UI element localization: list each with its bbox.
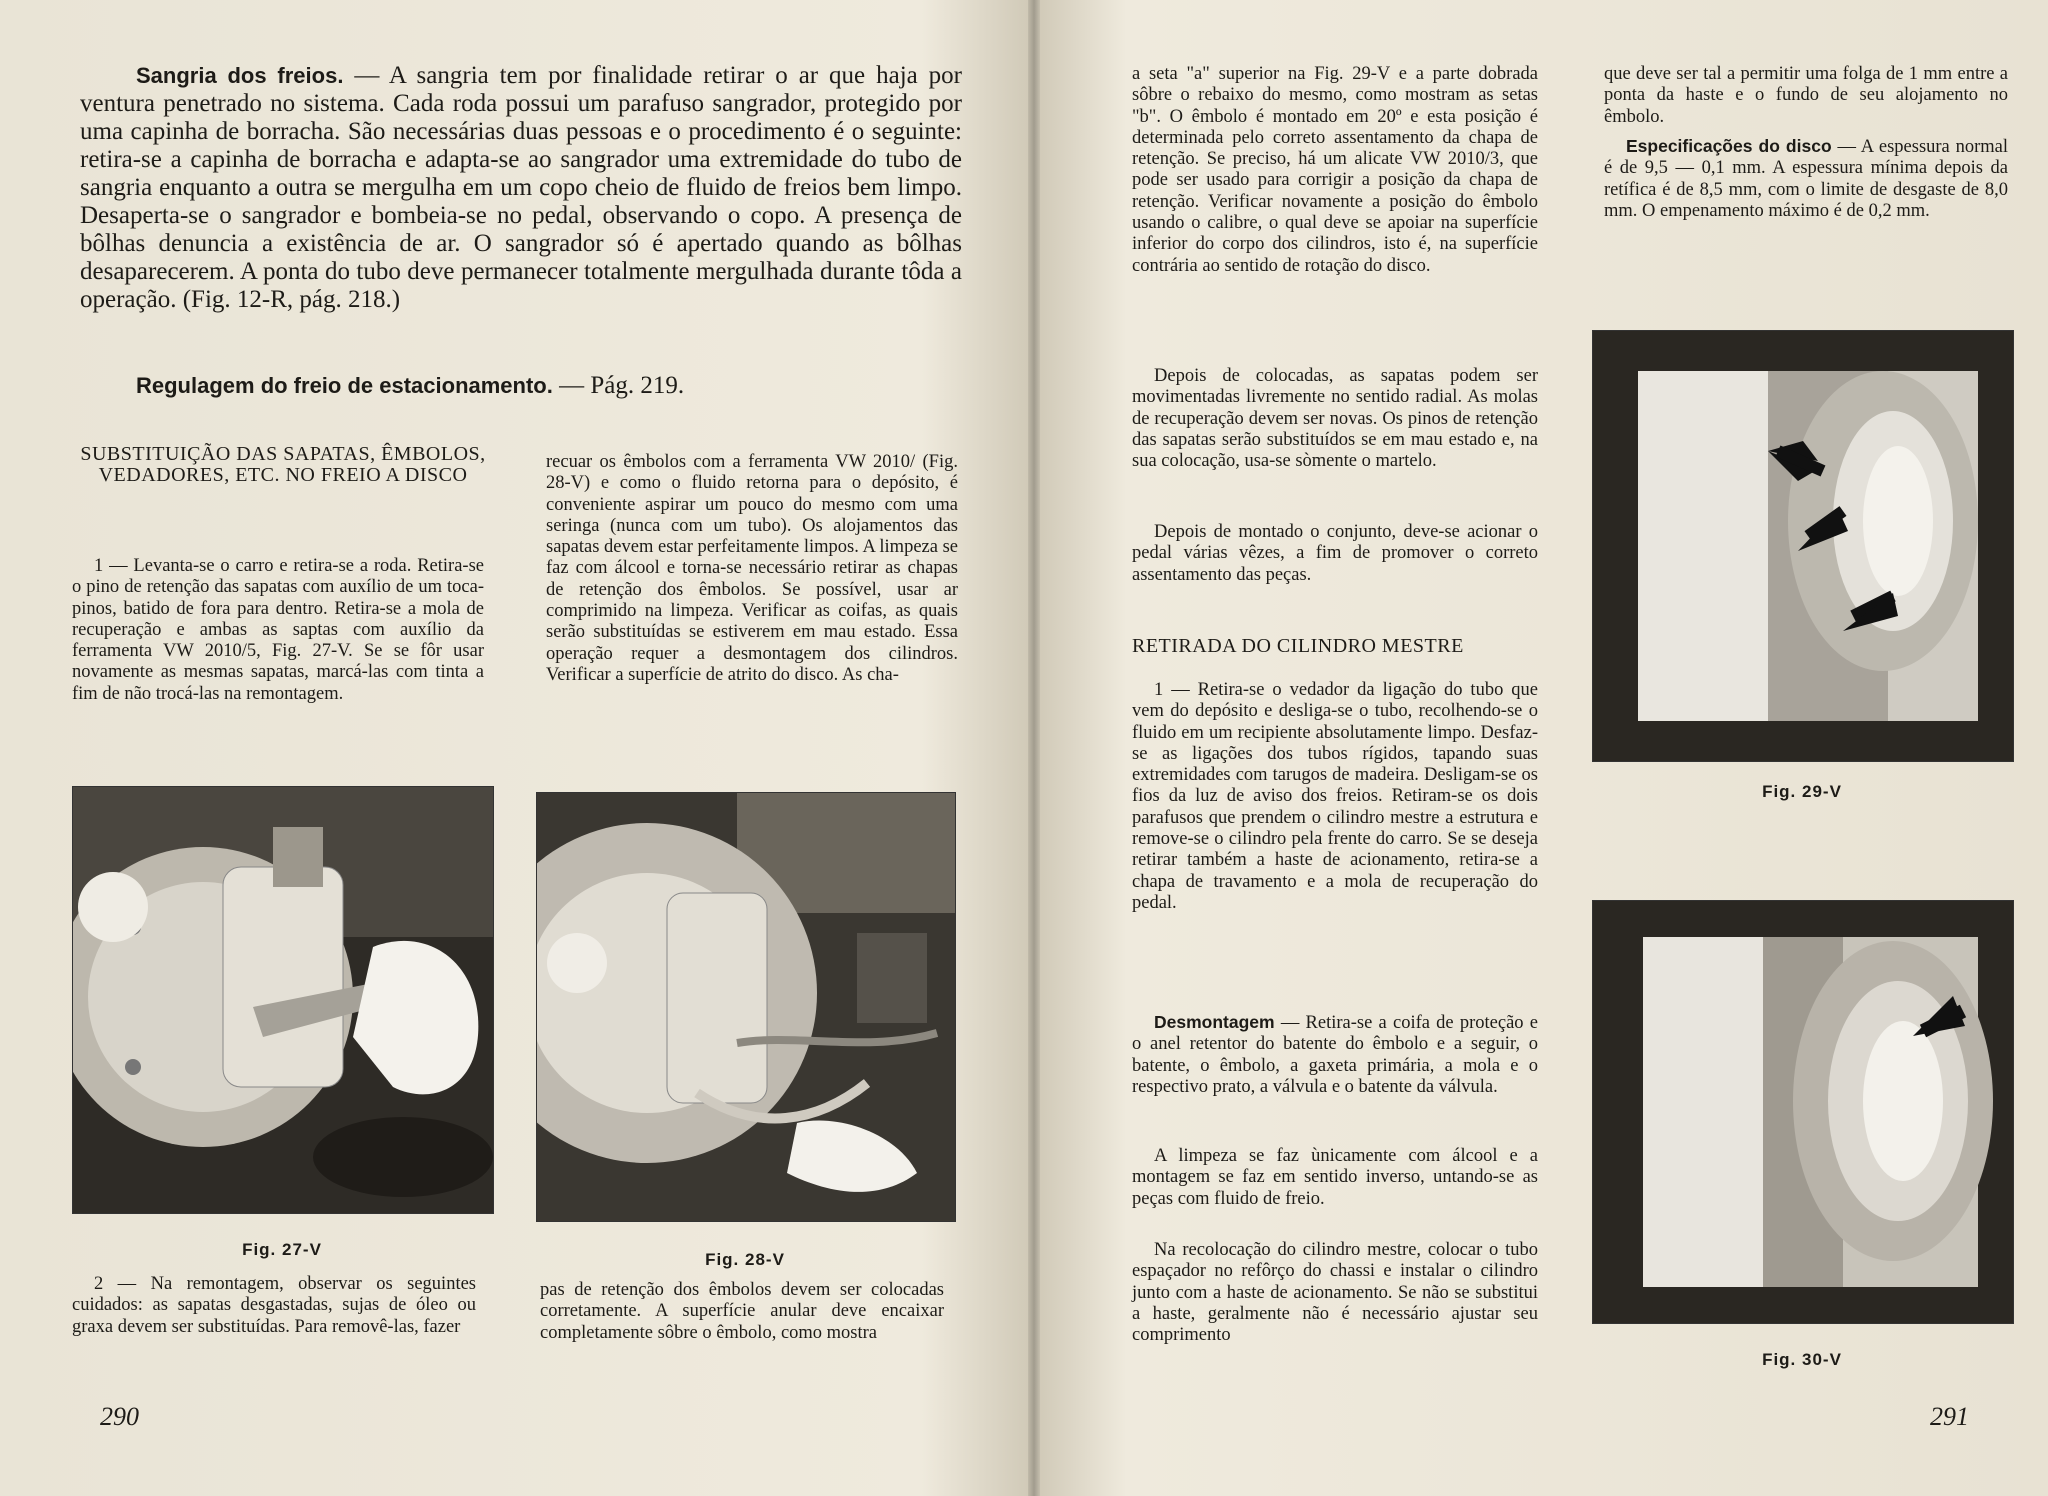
desmontagem-heading: Desmontagem <box>1154 1012 1275 1032</box>
fig30-caption: Fig. 30-V <box>1762 1350 1842 1369</box>
figure-29-photo <box>1592 330 2014 762</box>
col1-p6: Na recolocação do cilindro mestre, colocar o tubo espaçador no refôrço do chassi e instalar o cilindro junto com a haste de acionamento. Se não se substitui a haste, geralmente não é necessário ajustar seu comprimento <box>1132 1240 1538 1346</box>
col2-bottom-paragraph: pas de retenção dos êmbolos devem ser colocadas corretamente. A superfície anular deve encaixar completamente sôbre o êmbolo, como mostra <box>540 1280 944 1343</box>
fig28-caption: Fig. 28-V <box>705 1250 785 1269</box>
col2-p1: que deve ser tal a permitir uma folga de 1 mm entre a ponta da haste e o fundo de seu alojamento no êmbolo. <box>1604 64 2008 127</box>
regulagem-heading: Regulagem do freio de estacionamento. <box>136 373 553 398</box>
regulagem-text: — Pág. 219. <box>552 372 685 399</box>
figure-28-photo <box>536 792 956 1222</box>
col1-p4: 1 — Retira-se o vedador da ligação do tubo que vem do depósito e desliga-se o tubo, recolhendo-se o fluido em um recipiente absolutamente limpo. Desfaz-se as ligações dos tubos rígidos, tapando suas extremidades com tarugos de madeira. Desligam-se os fios da luz de aviso dos freios. Retiram-se os dois parafusos que prendem o cilindro mestre a estrutura e remove-se o cilindro pela frente do carro. Se se deseja retirar também a haste de acionamento, retira-se a chapa de travamento e a mola de recuperação do pedal. <box>1132 680 1538 913</box>
step1-paragraph: 1 — Levanta-se o carro e retira-se a roda. Retira-se o pino de retenção das sapatas com auxílio de um toca-pinos, batido de fora para dentro. Retira-se a mola de recuperação e ambas as saptas com auxílio da ferramenta VW 2010/5, Fig. 27-V. Se se fôr usar novamente as mesmas sapatas, marcá-las com tinta a fim de não trocá-las na remontagem. <box>72 556 484 704</box>
figure-27-photo <box>72 786 494 1214</box>
page-number-right: 291 <box>1930 1402 1969 1431</box>
desmontagem-paragraph <box>1132 1012 1538 1098</box>
col2-top-paragraph: recuar os êmbolos com a ferramenta VW 2010/ (Fig. 28-V) e como o fluido retorna para o depósito, é conveniente aspirar um pouco do mesmo com uma seringa (nunca com um tubo). Os alojamentos das sapatas devem estar perfeitamente limpos. A limpeza se faz com álcool e torna-se necessário retirar as chapas de retenção dos êmbolos. Se possível, usar ar comprimido na limpeza. Verificar as coifas, as quais serão substituídas se estiverem em mau estado. Essa operação requer a desmontagem dos cilindros. Verificar a superfície de atrito do disco. As cha- <box>546 452 958 685</box>
page-number-left: 290 <box>100 1402 139 1431</box>
step2-paragraph: 2 — Na remontagem, observar os seguintes cuidados: as sapatas desgastadas, sujas de óleo ou graxa devem ser substituídas. Para removê-las, fazer <box>72 1274 476 1337</box>
col1-p2: Depois de colocadas, as sapatas podem ser movimentadas livremente no sentido radial. As molas de recuperação devem ser novas. Os pinos de retenção das sapatas serão substituídos se em mau estado e, na sua colocação, usa-se sòmente o martelo. <box>1132 366 1538 472</box>
especificacoes-text: — A espessura normal é de 9,5 — 0,1 mm. A espessura mínima depois da retífica é de 8,5 mm, com o limite de desgaste de 8,0 mm. O empenamento máximo é de 0,2 mm. <box>1604 137 2008 221</box>
section-title-cilindro: RETIRADA DO CILINDRO MESTRE <box>1132 635 1464 657</box>
col1-p5: A limpeza se faz ùnicamente com álcool e a montagem se faz em sentido inverso, untando-se as peças com fluido de freio. <box>1132 1146 1538 1209</box>
especificacoes-paragraph <box>1604 136 2008 222</box>
col1-p1: a seta "a" superior na Fig. 29-V e a parte dobrada sôbre o rebaixo do mesmo, como mostram as setas "b". O êmbolo é montado em 20º e esta posição é determinada pelo correto assentamento da chapa de retenção. Se preciso, há um alicate VW 2010/3, que pode ser usado para corrigir a posição da chapa de retenção. Verificar novamente a posição do êmbolo usando o calibre, o qual deve se apoiar na superfície inferior do corpo dos cilindros, isto é, na superfície contrária ao sentido de rotação do disco. <box>1132 64 1538 276</box>
especificacoes-heading: Especificações do disco <box>1626 136 1832 156</box>
fig27-caption: Fig. 27-V <box>242 1240 322 1259</box>
desmontagem-text: — Retira-se a coifa de proteção e o anel retentor do batente do êmbolo e a seguir, o batente, o êmbolo, a gaxeta primária, a mola e o respectivo prato, a válvula e o batente da válvula. <box>1132 1013 1538 1097</box>
figure-30-photo <box>1592 900 2014 1324</box>
fig29-caption: Fig. 29-V <box>1762 782 1842 801</box>
section-title-sapatas: SUBSTITUIÇÃO DAS SAPATAS, ÊMBOLOS, VEDADORES, ETC. NO FREIO A DISCO <box>80 443 486 486</box>
sangria-text: — A sangria tem por finalidade retirar o ar que haja por ventura penetrado no sistema. Cada roda possui um parafuso sangrador, protegido por uma capinha de borracha. São necessárias duas pessoas e o procedimento é o seguinte: retira-se a capinha de borracha e adapta-se ao sangrador uma extremidade do tubo de sangria enquanto a outra se mergulha em um copo cheio de fluido de freios bem limpo. Desaperta-se o sangrador e bombeia-se no pedal, observando o copo. A presença de bôlhas denuncia a existência de ar. O sangrador só é apertado quando as bôlhas desaparecerem. A ponta do tubo deve permanecer totalmente mergulhada durante tôda a operação. (Fig. 12-R, pág. 218.) <box>80 62 962 313</box>
sangria-heading: Sangria dos freios. <box>136 63 344 88</box>
right-page <box>1036 0 2048 1496</box>
sangria-paragraph <box>80 62 962 314</box>
regulagem-paragraph <box>136 372 962 400</box>
col1-p3: Depois de montado o conjunto, deve-se acionar o pedal várias vêzes, a fim de promover o correto assentamento das peças. <box>1132 522 1538 585</box>
